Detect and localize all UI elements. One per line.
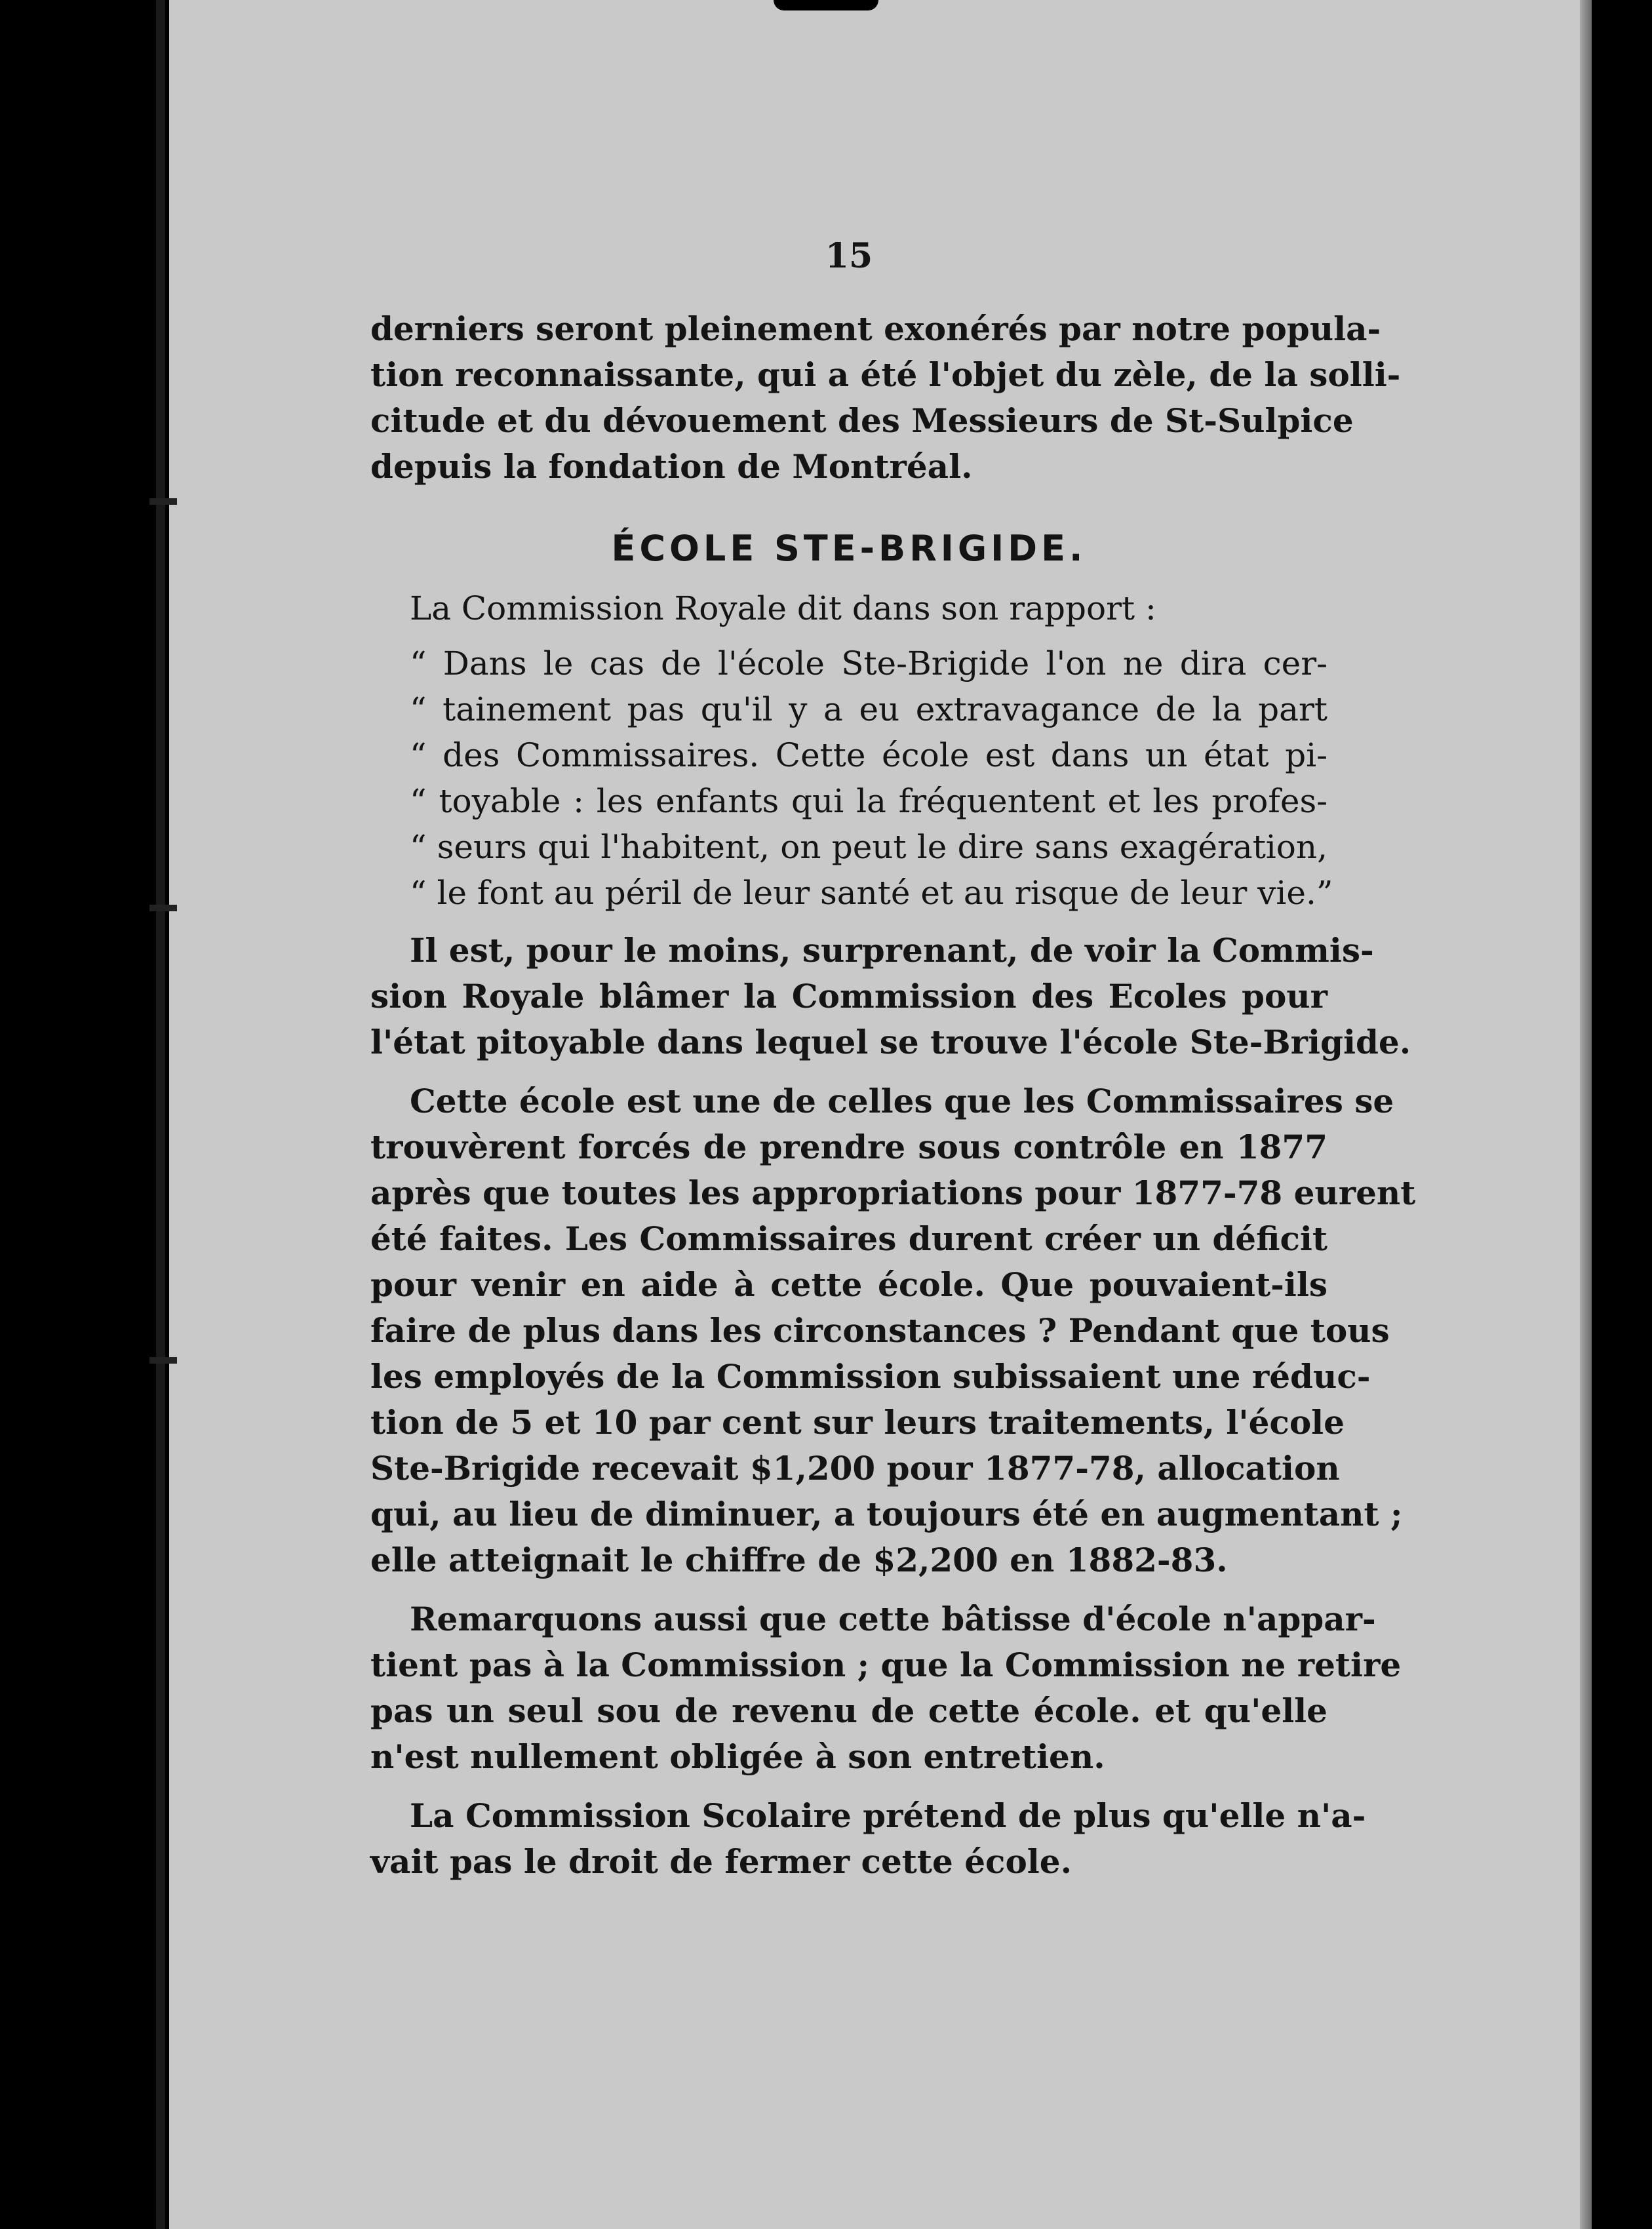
text-line: été faites. Les Commissaires durent créer un déficit	[370, 1219, 1328, 1258]
text-line: citude et du dévouement des Messieurs de St-Sulpice	[370, 401, 1354, 440]
text-line: n'est nullement obligée à son entretien.	[370, 1737, 1105, 1776]
binding-stitch	[149, 1357, 177, 1364]
text-line: vait pas le droit de fermer cette école.	[370, 1842, 1072, 1881]
quote-line: “ toyable : les enfants qui la fréquentent et les profes-	[410, 782, 1328, 820]
text-line: les employés de la Commission subissaient une réduc-	[370, 1357, 1371, 1396]
page-edge-shadow	[1580, 0, 1592, 2229]
text-line: elle atteignait le chiffre de $2,200 en 1882-83.	[370, 1541, 1228, 1579]
text-line: après que toutes les appropriations pour 1877-78 eurent	[370, 1174, 1416, 1212]
binding-stitch	[149, 498, 177, 505]
section-heading: ÉCOLE STE-BRIGIDE.	[611, 528, 1087, 569]
text-line: La Commission Scolaire prétend de plus qu'elle n'a-	[410, 1796, 1366, 1835]
text-line: faire de plus dans les circonstances ? Pendant que tous	[370, 1311, 1390, 1350]
quote-line: “ le font au péril de leur santé et au risque de leur vie.”	[410, 874, 1333, 912]
text-line: l'état pitoyable dans lequel se trouve l'école Ste-Brigide.	[370, 1023, 1411, 1061]
text-line: pas un seul sou de revenu de cette école. et qu'elle	[370, 1691, 1328, 1730]
binding-edge	[156, 0, 165, 2229]
text-line: Ste-Brigide recevait $1,200 pour 1877-78, allocation	[370, 1449, 1340, 1488]
text-line: pour venir en aide à cette école. Que pouvaient-ils	[370, 1265, 1328, 1304]
text-line: tion de 5 et 10 par cent sur leurs traitements, l'école	[370, 1403, 1345, 1442]
scan-artifact	[774, 0, 878, 10]
text-line: Cette école est une de celles que les Commissaires se	[410, 1082, 1394, 1120]
text-line: Remarquons aussi que cette bâtisse d'école n'appar-	[410, 1600, 1376, 1638]
text-line: qui, au lieu de diminuer, a toujours été en augmentant ;	[370, 1495, 1403, 1533]
quote-line: “ Dans le cas de l'école Ste-Brigide l'on ne dira cer-	[410, 644, 1328, 682]
text-line: depuis la fondation de Montréal.	[370, 447, 973, 486]
quote-line: “ seurs qui l'habitent, on peut le dire sans exagération,	[410, 828, 1328, 866]
text-line: trouvèrent forcés de prendre sous contrôle en 1877	[370, 1128, 1328, 1166]
text-line: tion reconnaissante, qui a été l'objet du zèle, de la solli-	[370, 355, 1401, 394]
binding-stitch	[149, 905, 177, 911]
text-line: Il est, pour le moins, surprenant, de voir la Commis-	[410, 931, 1374, 970]
text-line: tient pas à la Commission ; que la Commission ne retire	[370, 1646, 1402, 1684]
text-line: sion Royale blâmer la Commission des Ecoles pour	[370, 977, 1328, 1016]
page-number: 15	[825, 236, 873, 276]
quote-line: “ des Commissaires. Cette école est dans un état pi-	[410, 736, 1328, 774]
text-line: derniers seront pleinement exonérés par notre popula-	[370, 309, 1381, 348]
intro-line: La Commission Royale dit dans son rapport :	[410, 589, 1156, 627]
quote-line: “ tainement pas qu'il y a eu extravagance de la part	[410, 690, 1328, 728]
